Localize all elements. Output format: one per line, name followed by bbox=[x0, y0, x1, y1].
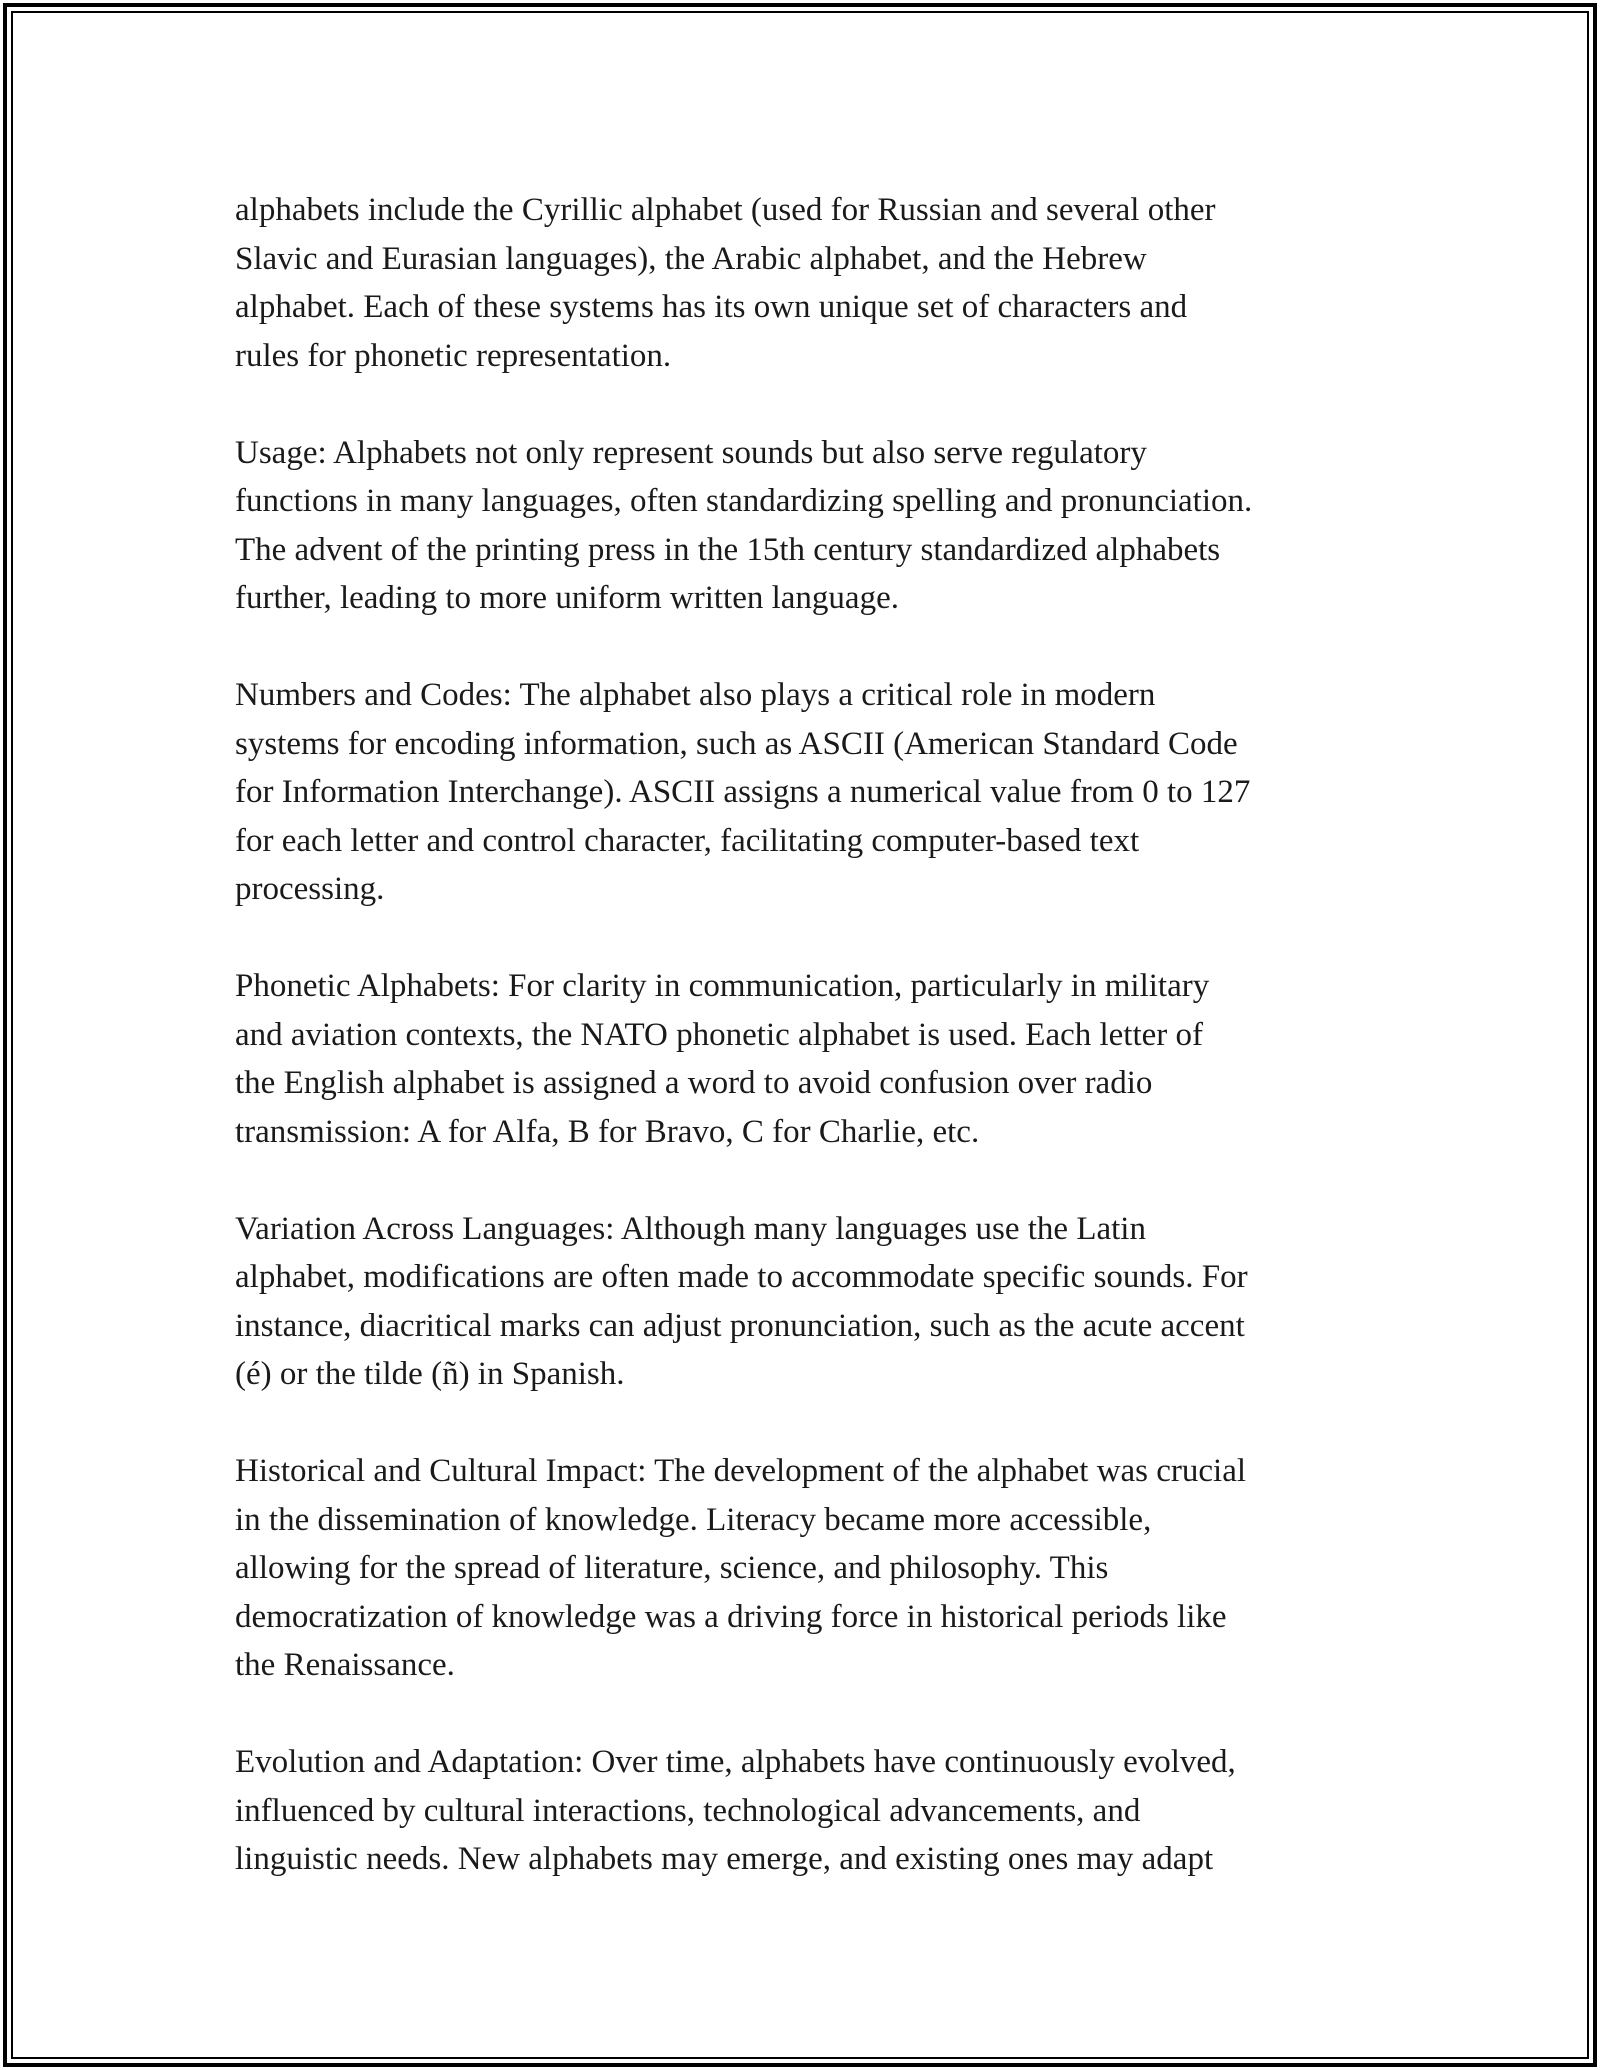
paragraph-usage: Usage: Alphabets not only represent sounds but also serve regulatory functions in many languages, often standardizing spelling and pronunciation. The advent of the printing press in the 15th century standardized alphabets further, leading to more uniform written language. bbox=[235, 434, 1253, 616]
paragraph-phonetic-alphabets: Phonetic Alphabets: For clarity in communication, particularly in military and aviation contexts, the NATO phonetic alphabet is used. Each letter of the English alphabet is assigned a word to avoid confusion over radio transmission: A for Alfa, B for Bravo, C for Charlie, etc. bbox=[235, 968, 1210, 1150]
paragraph-numbers-and-codes: Numbers and Codes: The alphabet also plays a critical role in modern systems for encoding information, such as ASCII (American Standard Code for Information Interchange). ASCII assigns a numerical value from 0 to 127 for each letter and control character, facilitating computer-based text processing. bbox=[235, 677, 1251, 907]
paragraph-historical-cultural-impact: Historical and Cultural Impact: The development of the alphabet was crucial in the dissemination of knowledge. Literacy became more accessible, allowing for the spread of literature, science, and philosophy. This democratization of knowledge was a driving force in historical periods like the Renaissance. bbox=[235, 1453, 1247, 1683]
document-body bbox=[235, 186, 1385, 1884]
paragraph-alphabets-continued: alphabets include the Cyrillic alphabet (used for Russian and several other Slavic and Eurasian languages), the Arabic alphabet, and the Hebrew alphabet. Each of these systems has its own unique set of characters and rules for phonetic representation. bbox=[235, 192, 1216, 374]
paragraph-evolution-adaptation: Evolution and Adaptation: Over time, alphabets have continuously evolved, influenced by cultural interactions, technological advancements, and linguistic needs. New alphabets may emerge, and existing ones may adapt bbox=[235, 1744, 1236, 1877]
paragraph-variation-across-languages: Variation Across Languages: Although many languages use the Latin alphabet, modifications are often made to accommodate specific sounds. For instance, diacritical marks can adjust pronunciation, such as the acute accent (é) or the tilde (ñ) in Spanish. bbox=[235, 1210, 1248, 1392]
